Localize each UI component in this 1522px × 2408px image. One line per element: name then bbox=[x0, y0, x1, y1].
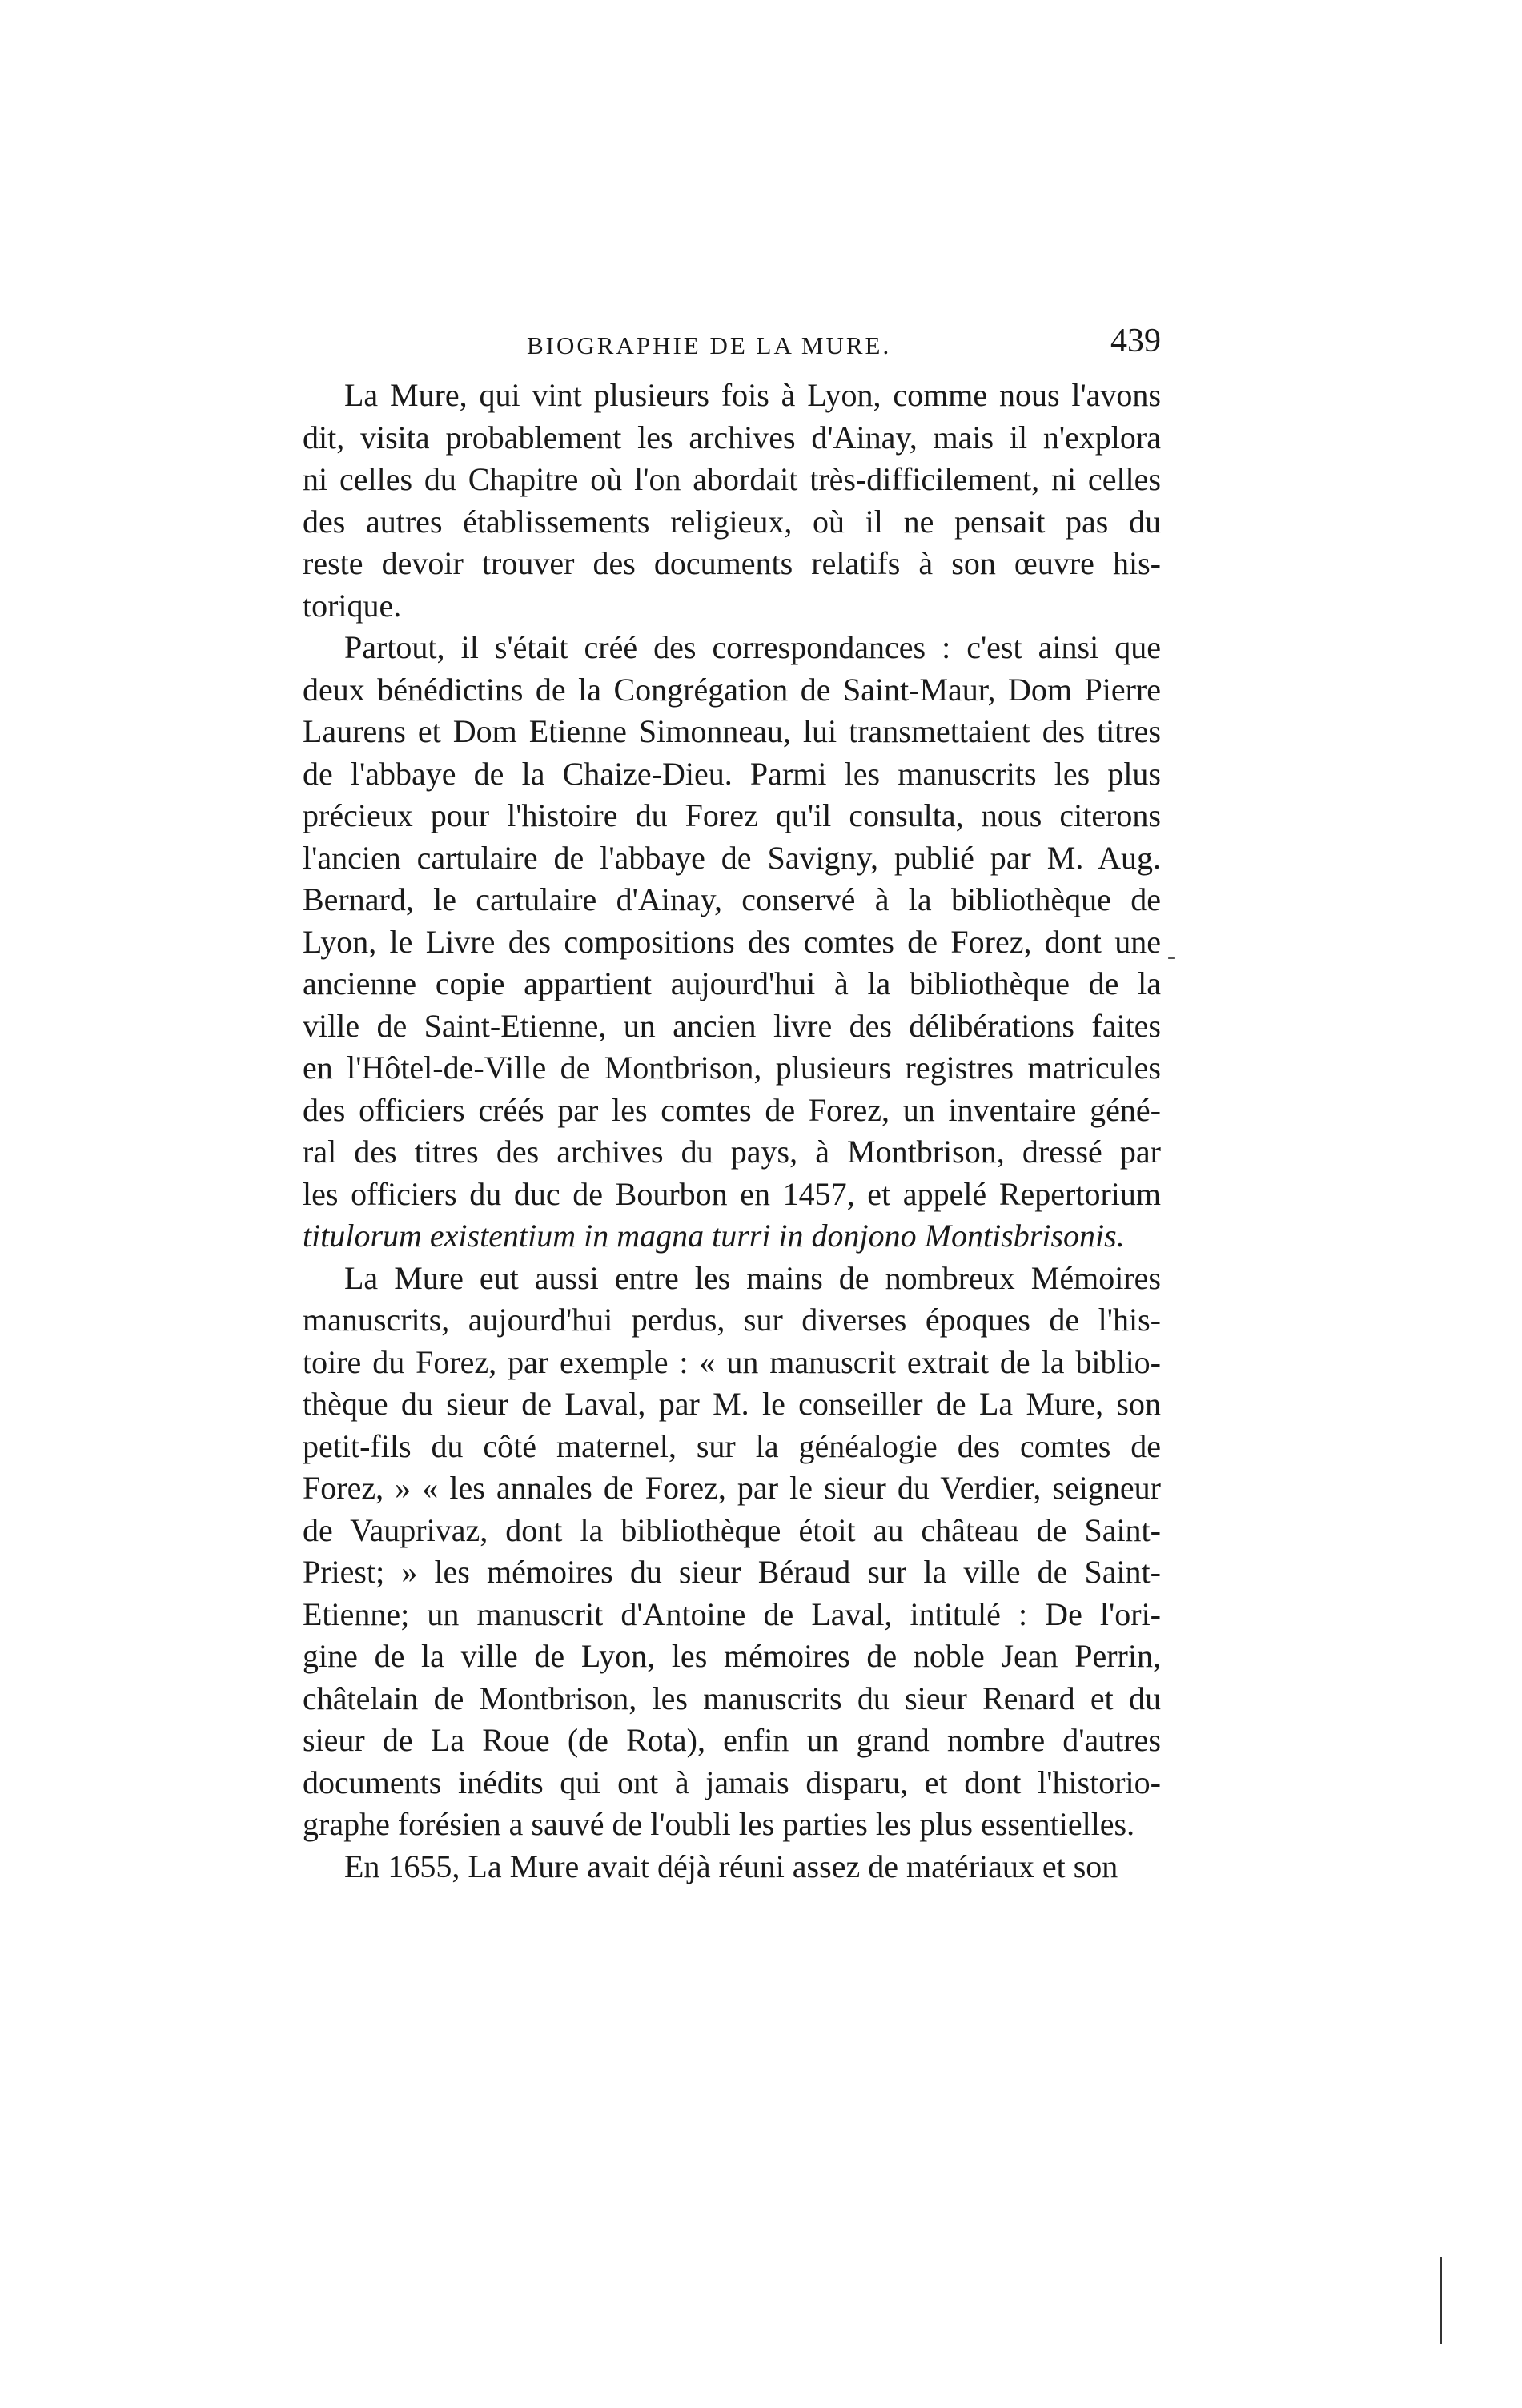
text-line: torique. bbox=[303, 587, 402, 624]
text-line: En 1655, La Mure avait déjà réuni assez de matériaux et son bbox=[344, 1848, 1118, 1884]
text-line: Bernard, le cartulaire d'Ainay, conservé à la bibliothèque de bbox=[303, 881, 1161, 917]
text-line: deux bénédictins de la Congrégation de Saint-Maur, Dom Pierre bbox=[303, 671, 1161, 708]
text-line: Lyon, le Livre des compositions des comtes de Forez, dont une bbox=[303, 923, 1161, 960]
text-line: châtelain de Montbrison, les manuscrits du sieur Renard et du bbox=[303, 1680, 1161, 1716]
text-line: ni celles du Chapitre où l'on abordait très-difficilement, ni celles bbox=[303, 461, 1161, 497]
text-line: Priest; » les mémoires du sieur Béraud sur la ville de Saint- bbox=[303, 1554, 1161, 1590]
text-line: ville de Saint-Etienne, un ancien livre des délibérations faites bbox=[303, 1007, 1161, 1044]
running-title: BIOGRAPHIE DE LA MURE. bbox=[527, 331, 892, 359]
text-line: l'ancien cartulaire de l'abbaye de Savigny, publié par M. Aug. bbox=[303, 839, 1161, 876]
text-line: des autres établissements religieux, où il ne pensait pas du bbox=[303, 503, 1161, 540]
text-line: Partout, il s'était créé des correspondances : c'est ainsi que bbox=[344, 629, 1161, 665]
text-line: graphe forésien a sauvé de l'oubli les parties les plus essentielles. bbox=[303, 1806, 1135, 1842]
text-line: Forez, » « les annales de Forez, par le sieur du Verdier, seigneur bbox=[303, 1470, 1161, 1506]
text-line: Laurens et Dom Etienne Simonneau, lui transmettaient des titres bbox=[303, 713, 1161, 749]
text-line: dit, visita probablement les archives d'Ainay, mais il n'explora bbox=[303, 419, 1161, 456]
text-line: documents inédits qui ont à jamais disparu, et dont l'historio- bbox=[303, 1764, 1161, 1800]
text-line: sieur de La Roue (de Rota), enfin un grand nombre d'autres bbox=[303, 1722, 1161, 1758]
text-line: des officiers créés par les comtes de Forez, un inventaire géné- bbox=[303, 1091, 1161, 1128]
text-line: les officiers du duc de Bourbon en 1457, et appelé Repertorium bbox=[303, 1175, 1161, 1212]
text-line: thèque du sieur de Laval, par M. le conseiller de La Mure, son bbox=[303, 1386, 1161, 1422]
text-line: ral des titres des archives du pays, à Montbrison, dressé par bbox=[303, 1134, 1161, 1170]
text-line: reste devoir trouver des documents relatifs à son œuvre his- bbox=[303, 545, 1161, 581]
text-line: La Mure eut aussi entre les mains de nombreux Mémoires bbox=[344, 1259, 1161, 1296]
text-line: précieux pour l'histoire du Forez qu'il consulta, nous citerons bbox=[303, 797, 1161, 833]
text-line: de Vauprivaz, dont la bibliothèque étoit au château de Saint- bbox=[303, 1511, 1161, 1548]
text-line: en l'Hôtel-de-Ville de Montbrison, plusieurs registres matricules bbox=[303, 1049, 1161, 1086]
text-line: de l'abbaye de la Chaize-Dieu. Parmi les manuscrits les plus bbox=[303, 755, 1161, 792]
margin-dash-mark: - bbox=[1167, 943, 1175, 969]
running-head bbox=[303, 322, 1161, 370]
text-line: La Mure, qui vint plusieurs fois à Lyon, comme nous l'avons bbox=[344, 377, 1161, 413]
text-line: ancienne copie appartient aujourd'hui à la bibliothèque de la bbox=[303, 965, 1161, 1001]
text-line: toire du Forez, par exemple : « un manuscrit extrait de la biblio- bbox=[303, 1343, 1161, 1380]
page-number: 439 bbox=[1110, 323, 1161, 359]
text-line: manuscrits, aujourd'hui perdus, sur diverses époques de l'his- bbox=[303, 1302, 1161, 1338]
body-text bbox=[303, 375, 1161, 1888]
gutter-line bbox=[1440, 2258, 1442, 2344]
text-line: petit-fils du côté maternel, sur la généalogie des comtes de bbox=[303, 1427, 1161, 1464]
text-line: Etienne; un manuscrit d'Antoine de Laval, intitulé : De l'ori- bbox=[303, 1595, 1161, 1632]
text-line: gine de la ville de Lyon, les mémoires de noble Jean Perrin, bbox=[303, 1638, 1161, 1674]
text-line: titulorum existentium in magna turri in donjono Montisbrisonis. bbox=[303, 1218, 1125, 1254]
